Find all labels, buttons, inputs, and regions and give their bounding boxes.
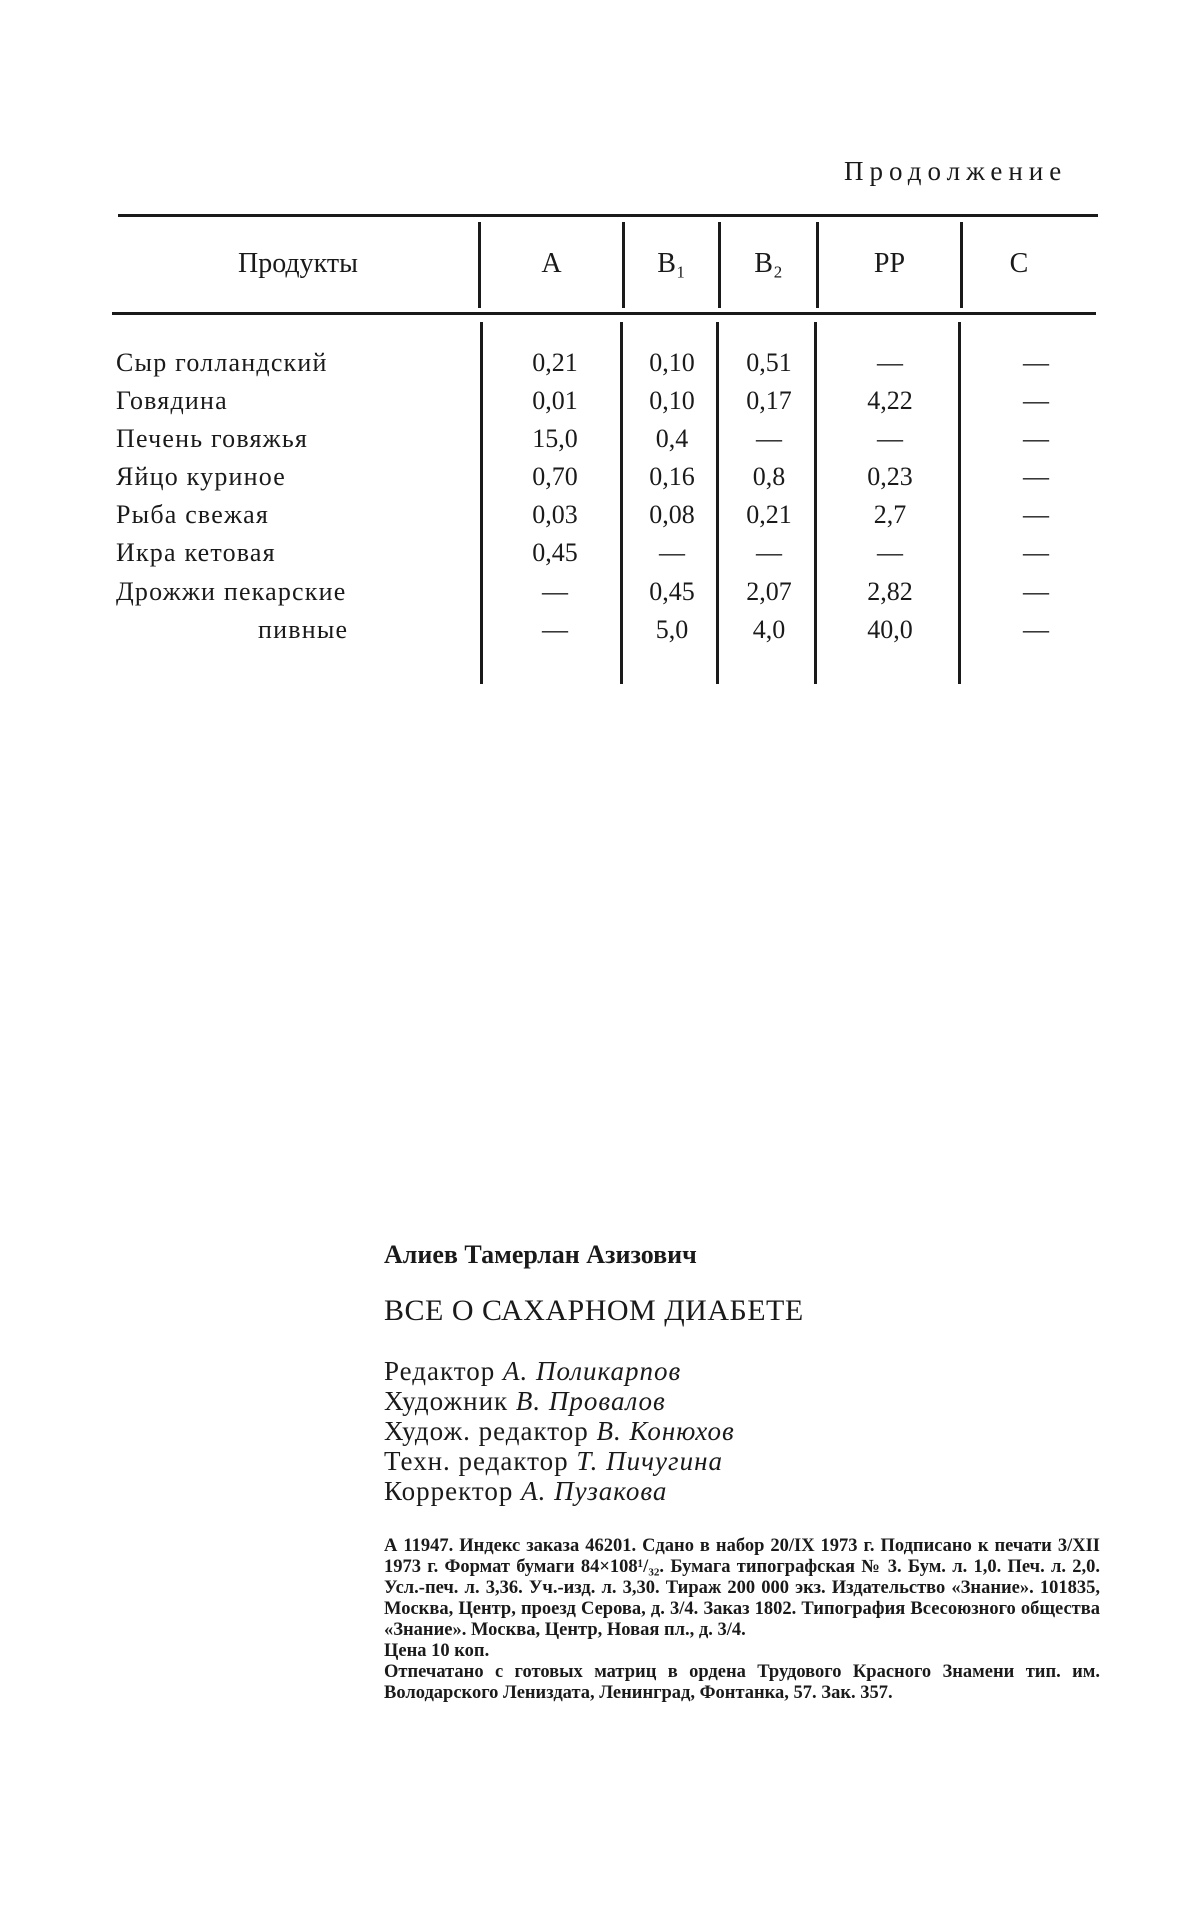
row-product: Яйцо куриное bbox=[116, 462, 287, 491]
credit-person: В. Провалов bbox=[515, 1386, 666, 1416]
cell-pp: 2,82 bbox=[867, 577, 913, 606]
row-product: Дрожжи пекарские bbox=[116, 577, 347, 606]
body-divider bbox=[814, 322, 817, 684]
credit-person: Т. Пичугина bbox=[576, 1446, 723, 1476]
cell-pp: 2,7 bbox=[873, 500, 907, 529]
credit-person: В. Конюхов bbox=[596, 1416, 735, 1446]
cell-b2: 0,51 bbox=[746, 348, 792, 377]
cell-pp: 4,22 bbox=[867, 386, 913, 415]
cell-b2: — bbox=[756, 538, 782, 567]
row-product: пивные bbox=[258, 615, 349, 644]
cell-b2: — bbox=[756, 424, 782, 453]
cell-b2: 0,8 bbox=[752, 462, 786, 491]
cell-pp: — bbox=[877, 424, 903, 453]
credit-line bbox=[384, 1476, 735, 1506]
cell-b1: 0,10 bbox=[649, 386, 695, 415]
cell-a: 0,21 bbox=[532, 348, 578, 377]
cell-c: — bbox=[1023, 462, 1049, 491]
table-header-rule bbox=[112, 312, 1096, 315]
header-product: Продукты bbox=[238, 248, 358, 279]
credit-person: А. Поликарпов bbox=[502, 1356, 682, 1386]
cell-c: — bbox=[1023, 577, 1049, 606]
cell-a: 0,70 bbox=[532, 462, 578, 491]
imprint-price: Цена 10 коп. bbox=[384, 1641, 490, 1661]
row-product: Рыба свежая bbox=[116, 500, 270, 529]
credit-person: А. Пузакова bbox=[521, 1476, 668, 1506]
cell-b1: 0,08 bbox=[649, 500, 695, 529]
cell-c: — bbox=[1023, 348, 1049, 377]
continuation-label: Продолжение bbox=[844, 156, 1068, 186]
cell-a: 0,03 bbox=[532, 500, 578, 529]
cell-a: 0,45 bbox=[532, 538, 578, 567]
cell-b1: 0,4 bbox=[655, 424, 689, 453]
header-b1: B₁ bbox=[657, 248, 686, 279]
table-top-rule bbox=[118, 214, 1098, 217]
cell-c: — bbox=[1023, 500, 1049, 529]
credit-role: Корректор bbox=[384, 1476, 514, 1506]
credit-line bbox=[384, 1446, 735, 1476]
imprint-details: А 11947. Индекс заказа 46201. Сдано в набор 20/IX 1973 г. Подписано к печати 3/XII 1973 г. Формат бумаги 84×108¹/₃₂. Бумага типографская № 3. Бум. л. 1,0. Печ. л. 2,0. Усл.-печ. л. 3,36. Уч.-изд. л. 3,30. Тираж 200 000 экз. Издательство «Знание». 101835, Москва, Центр, проезд Серова, д. 3/4. Заказ 1802. Типография Всесоюзного общества «Знание». Москва, Центр, Новая пл., д. 3/4. bbox=[384, 1536, 1100, 1640]
credit-role: Художник bbox=[384, 1386, 509, 1416]
credit-role: Худож. редактор bbox=[384, 1416, 589, 1446]
cell-a: — bbox=[542, 615, 568, 644]
row-product: Печень говяжья bbox=[116, 424, 309, 453]
credit-line bbox=[384, 1386, 735, 1416]
cell-b1: — bbox=[659, 538, 685, 567]
header-b2: B₂ bbox=[754, 248, 783, 279]
cell-b2: 2,07 bbox=[746, 577, 792, 606]
cell-c: — bbox=[1023, 538, 1049, 567]
author-name: Алиев Тамерлан Азизович bbox=[384, 1240, 697, 1269]
body-divider bbox=[620, 322, 623, 684]
cell-pp: 0,23 bbox=[867, 462, 913, 491]
imprint-block bbox=[384, 1536, 1100, 1704]
cell-b2: 0,21 bbox=[746, 500, 792, 529]
cell-b1: 5,0 bbox=[655, 615, 689, 644]
body-divider bbox=[480, 322, 483, 684]
credits-list bbox=[384, 1356, 735, 1506]
cell-a: 15,0 bbox=[532, 424, 578, 453]
header-c: C bbox=[1009, 248, 1029, 279]
cell-c: — bbox=[1023, 424, 1049, 453]
header-a: A bbox=[541, 248, 562, 279]
cell-b1: 0,10 bbox=[649, 348, 695, 377]
header-pp: PP bbox=[873, 248, 906, 279]
credit-line bbox=[384, 1356, 735, 1386]
cell-c: — bbox=[1023, 615, 1049, 644]
cell-a: 0,01 bbox=[532, 386, 578, 415]
row-product: Икра кетовая bbox=[116, 538, 276, 567]
cell-b1: 0,16 bbox=[649, 462, 695, 491]
book-title: ВСЕ О САХАРНОМ ДИАБЕТЕ bbox=[384, 1294, 804, 1327]
imprint-printer: Отпечатано с готовых матриц в ордена Трудового Красного Знамени тип. им. Володарского Лениздата, Ленинград, Фонтанка, 57. Зак. 357. bbox=[384, 1662, 1100, 1703]
credit-line bbox=[384, 1416, 735, 1446]
body-divider bbox=[958, 322, 961, 684]
credit-role: Техн. редактор bbox=[384, 1446, 569, 1476]
cell-pp: — bbox=[877, 348, 903, 377]
row-product: Сыр голландский bbox=[116, 348, 328, 377]
cell-a: — bbox=[542, 577, 568, 606]
cell-b2: 0,17 bbox=[746, 386, 792, 415]
row-product: Говядина bbox=[116, 386, 228, 415]
cell-b2: 4,0 bbox=[752, 615, 786, 644]
cell-pp: 40,0 bbox=[867, 615, 913, 644]
credit-role: Редактор bbox=[384, 1356, 496, 1386]
body-divider bbox=[716, 322, 719, 684]
cell-c: — bbox=[1023, 386, 1049, 415]
cell-b1: 0,45 bbox=[649, 577, 695, 606]
cell-pp: — bbox=[877, 538, 903, 567]
